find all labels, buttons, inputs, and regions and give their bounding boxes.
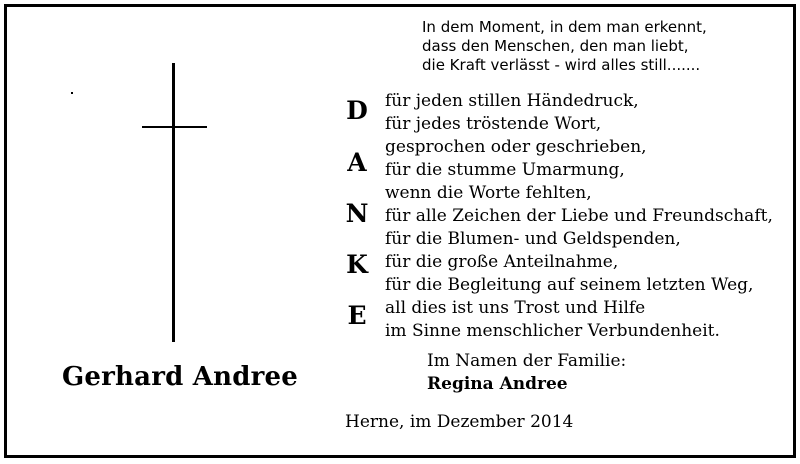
danke-letter-d: D [346, 96, 368, 125]
thanks-line: für die stumme Umarmung, [385, 160, 625, 180]
danke-letter-a: A [347, 148, 367, 177]
danke-letter-k: K [346, 250, 368, 279]
poem [422, 18, 707, 75]
signer-name: Regina Andree [427, 374, 568, 394]
poem-line: die Kraft verlässt - wird alles still....... [422, 56, 701, 74]
poem-line: dass den Menschen, den man liebt, [422, 37, 689, 55]
thanks-line: für die große Anteilnahme, [385, 252, 619, 272]
thanks-line: wenn die Worte fehlten, [385, 183, 592, 203]
danke-letter-e: E [347, 301, 367, 330]
thanks-text [385, 90, 773, 343]
closing-intro: Im Namen der Familie: [427, 351, 627, 371]
danke-letter-n: N [345, 199, 369, 228]
thanks-line: für die Begleitung auf seinem letzten Weg, [385, 275, 754, 295]
thanks-line: für jedes tröstende Wort, [385, 114, 602, 134]
cross-horizontal-beam [142, 126, 207, 128]
thanks-line: all dies ist uns Trost und Hilfe [385, 298, 646, 318]
poem-line: In dem Moment, in dem man erkennt, [422, 18, 707, 36]
thanks-line: für die Blumen- und Geldspenden, [385, 229, 681, 249]
deceased-name: Gerhard Andree [62, 362, 298, 392]
closing-block [427, 350, 626, 396]
place-date: Herne, im Dezember 2014 [345, 412, 574, 432]
thanks-line: für jeden stillen Händedruck, [385, 91, 639, 111]
thanks-line: für alle Zeichen der Liebe und Freundschaft, [385, 206, 773, 226]
thanks-line: gesprochen oder geschrieben, [385, 137, 647, 157]
print-speck [71, 92, 73, 94]
thanks-line: im Sinne menschlicher Verbundenheit. [385, 321, 720, 341]
cross-vertical-beam [172, 63, 175, 342]
